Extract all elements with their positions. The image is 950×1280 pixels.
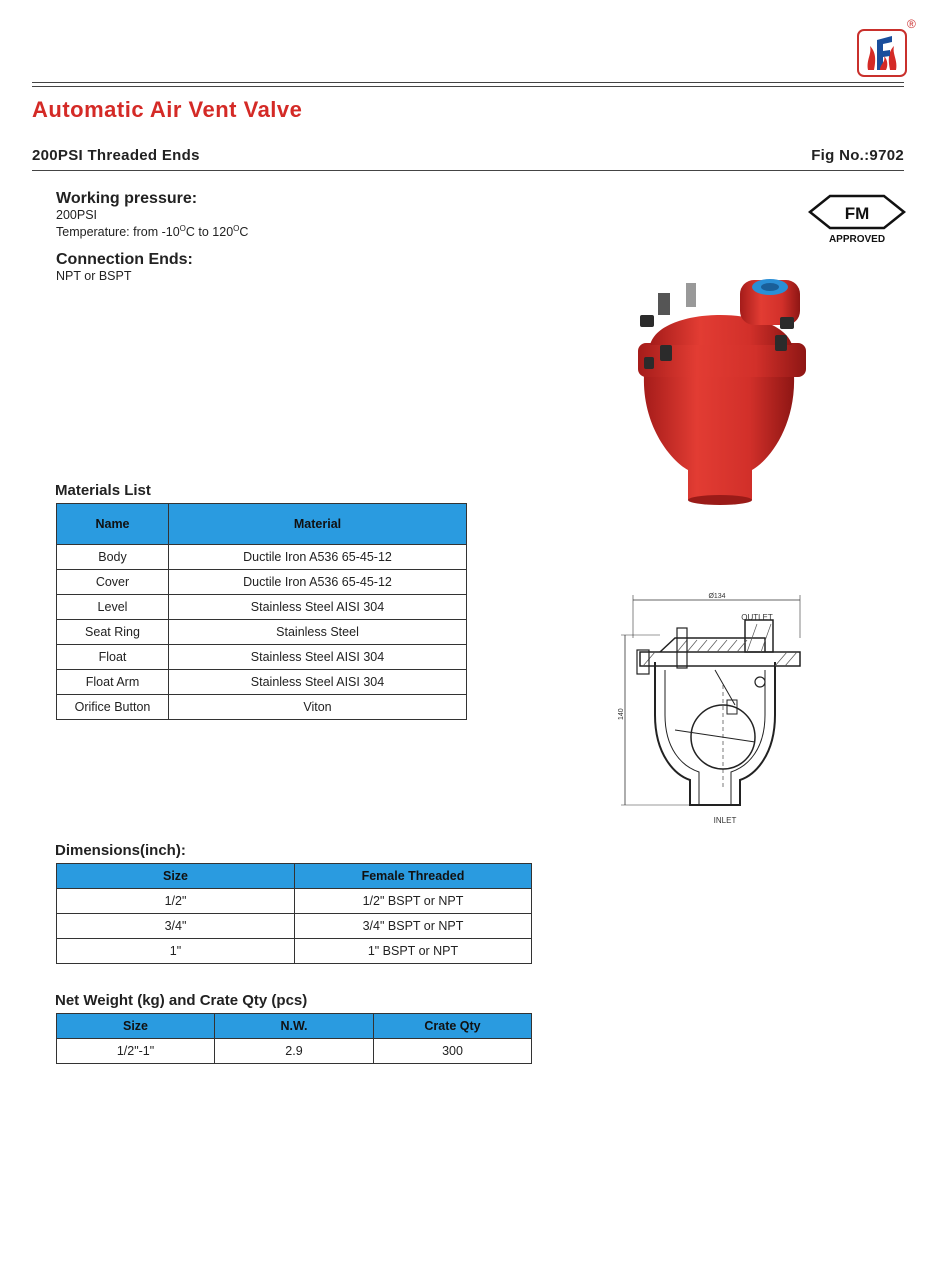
column-header: Female Threaded — [295, 864, 532, 889]
product-subtitle: 200PSI Threaded Ends — [32, 147, 200, 164]
degree-sign: O — [233, 224, 240, 233]
size-cell: 3/4" — [57, 914, 295, 939]
approved-text: APPROVED — [828, 234, 886, 245]
column-header: N.W. — [215, 1014, 374, 1039]
degree-sign: O — [179, 224, 186, 233]
thread-cell: 3/4" BSPT or NPT — [295, 914, 532, 939]
crate-qty-cell: 300 — [374, 1039, 532, 1064]
table-header-row — [57, 504, 467, 545]
company-logo — [856, 26, 910, 80]
weight-table — [56, 1013, 532, 1064]
diameter-label: Ø134 — [708, 593, 726, 600]
part-material: Stainless Steel AISI 304 — [169, 645, 467, 670]
temperature-suffix: C — [239, 225, 249, 240]
connection-ends-value: NPT or BSPT — [56, 269, 132, 283]
fm-text: FM — [844, 204, 870, 223]
weight-heading: Net Weight (kg) and Crate Qty (pcs) — [55, 992, 308, 1009]
working-pressure-heading: Working pressure: — [56, 190, 198, 207]
part-material: Stainless Steel AISI 304 — [169, 595, 467, 620]
column-header: Name — [57, 504, 169, 545]
part-name: Cover — [57, 570, 169, 595]
column-header: Size — [57, 864, 295, 889]
table-row — [57, 595, 467, 620]
temperature-prefix: Temperature: from -10 — [56, 225, 180, 240]
page-title: Automatic Air Vent Valve — [32, 97, 303, 122]
table-row — [57, 914, 532, 939]
part-material: Viton — [169, 695, 467, 720]
header-rule — [32, 86, 904, 87]
table-row — [57, 889, 532, 914]
outlet-label: OUTLET — [741, 613, 773, 622]
temperature-mid: C to 120 — [185, 225, 234, 240]
column-header: Crate Qty — [374, 1014, 532, 1039]
valve-section-drawing — [615, 590, 805, 828]
column-header: Material — [169, 504, 467, 545]
part-material: Stainless Steel AISI 304 — [169, 670, 467, 695]
thread-cell: 1" BSPT or NPT — [295, 939, 532, 964]
figure-number: Fig No.:9702 — [811, 147, 904, 164]
size-cell: 1/2" — [57, 889, 295, 914]
part-name: Orifice Button — [57, 695, 169, 720]
part-material: Ductile Iron A536 65-45-12 — [169, 570, 467, 595]
table-row — [57, 670, 467, 695]
column-header: Size — [57, 1014, 215, 1039]
inlet-label: INLET — [713, 816, 737, 825]
dimensions-table — [56, 863, 532, 964]
part-name: Seat Ring — [57, 620, 169, 645]
valve-photo — [630, 275, 810, 510]
pressure-value: 200PSI — [56, 208, 98, 222]
section-rule — [32, 170, 904, 171]
table-header-row — [57, 1014, 532, 1039]
registered-mark: ® — [907, 17, 916, 31]
dimensions-heading: Dimensions(inch): — [55, 842, 186, 859]
temperature-range — [56, 222, 248, 239]
header-rule — [32, 82, 904, 83]
thread-cell: 1/2" BSPT or NPT — [295, 889, 532, 914]
part-material: Stainless Steel — [169, 620, 467, 645]
table-row — [57, 620, 467, 645]
size-cell: 1" — [57, 939, 295, 964]
materials-table — [56, 503, 467, 720]
connection-ends-heading: Connection Ends: — [56, 251, 193, 268]
part-name: Level — [57, 595, 169, 620]
table-row — [57, 939, 532, 964]
table-row — [57, 1039, 532, 1064]
table-row — [57, 570, 467, 595]
table-header-row — [57, 864, 532, 889]
net-weight-cell: 2.9 — [215, 1039, 374, 1064]
table-row — [57, 645, 467, 670]
height-label: 140 — [618, 708, 625, 720]
part-name: Body — [57, 545, 169, 570]
part-name: Float — [57, 645, 169, 670]
table-row — [57, 695, 467, 720]
part-name: Float Arm — [57, 670, 169, 695]
materials-heading: Materials List — [55, 482, 151, 499]
table-row — [57, 545, 467, 570]
size-cell: 1/2"-1" — [57, 1039, 215, 1064]
part-material: Ductile Iron A536 65-45-12 — [169, 545, 467, 570]
fm-approved-badge — [808, 192, 906, 246]
